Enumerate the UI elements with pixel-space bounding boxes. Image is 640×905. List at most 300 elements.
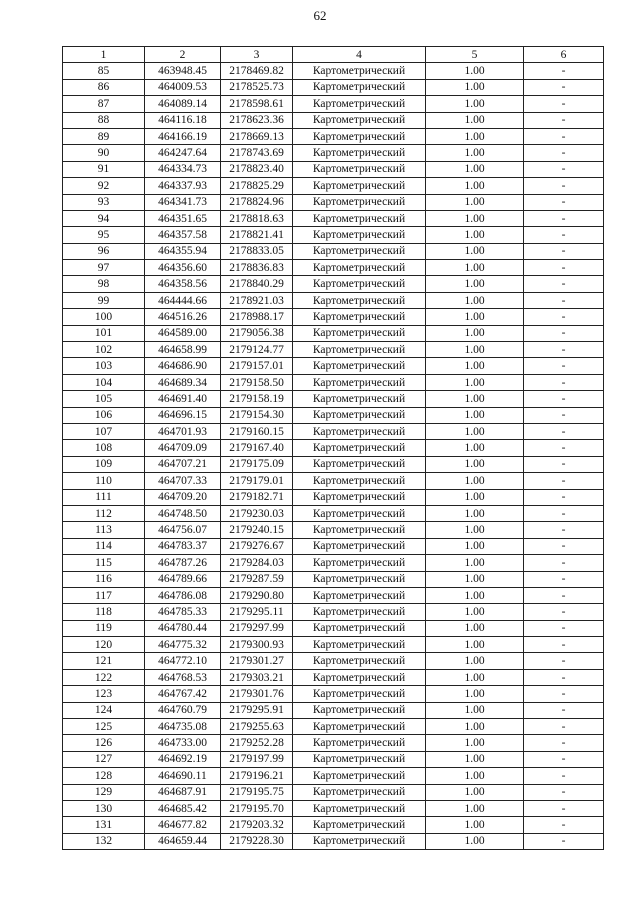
table-row (63, 587, 604, 603)
x-coordinate-cell: 464686.90 (145, 358, 221, 374)
y-coordinate-cell: 2178988.17 (221, 309, 293, 325)
table-row (63, 653, 604, 669)
method-cell: Картометрический (293, 702, 426, 718)
y-coordinate-cell: 2179301.27 (221, 653, 293, 669)
note-cell: - (524, 292, 604, 308)
accuracy-cell: 1.00 (426, 374, 524, 390)
accuracy-cell: 1.00 (426, 63, 524, 79)
table-row (63, 309, 604, 325)
point-number-cell: 109 (63, 456, 145, 472)
method-cell: Картометрический (293, 505, 426, 521)
y-coordinate-cell: 2179303.21 (221, 669, 293, 685)
y-coordinate-cell: 2179154.30 (221, 407, 293, 423)
method-cell: Картометрический (293, 79, 426, 95)
accuracy-cell: 1.00 (426, 538, 524, 554)
x-coordinate-cell: 464691.40 (145, 391, 221, 407)
note-cell: - (524, 145, 604, 161)
column-header-6: 6 (524, 47, 604, 63)
method-cell: Картометрический (293, 833, 426, 849)
method-cell: Картометрический (293, 260, 426, 276)
note-cell: - (524, 768, 604, 784)
y-coordinate-cell: 2179157.01 (221, 358, 293, 374)
note-cell: - (524, 112, 604, 128)
note-cell: - (524, 194, 604, 210)
column-header-1: 1 (63, 47, 145, 63)
point-number-cell: 92 (63, 178, 145, 194)
y-coordinate-cell: 2179056.38 (221, 325, 293, 341)
point-number-cell: 96 (63, 243, 145, 259)
note-cell: - (524, 210, 604, 226)
accuracy-cell: 1.00 (426, 604, 524, 620)
table-row (63, 63, 604, 79)
table-row (63, 735, 604, 751)
accuracy-cell: 1.00 (426, 145, 524, 161)
point-number-cell: 89 (63, 128, 145, 144)
y-coordinate-cell: 2178840.29 (221, 276, 293, 292)
method-cell: Картометрический (293, 407, 426, 423)
y-coordinate-cell: 2179195.70 (221, 800, 293, 816)
table-row (63, 407, 604, 423)
x-coordinate-cell: 464356.60 (145, 260, 221, 276)
x-coordinate-cell: 464735.08 (145, 719, 221, 735)
x-coordinate-cell: 464692.19 (145, 751, 221, 767)
accuracy-cell: 1.00 (426, 456, 524, 472)
method-cell: Картометрический (293, 800, 426, 816)
point-number-cell: 100 (63, 309, 145, 325)
note-cell: - (524, 276, 604, 292)
x-coordinate-cell: 464589.00 (145, 325, 221, 341)
table-row (63, 784, 604, 800)
method-cell: Картометрический (293, 751, 426, 767)
x-coordinate-cell: 464709.09 (145, 440, 221, 456)
table-row (63, 440, 604, 456)
note-cell: - (524, 587, 604, 603)
accuracy-cell: 1.00 (426, 522, 524, 538)
coordinates-table (62, 46, 604, 850)
accuracy-cell: 1.00 (426, 702, 524, 718)
y-coordinate-cell: 2179240.15 (221, 522, 293, 538)
point-number-cell: 108 (63, 440, 145, 456)
y-coordinate-cell: 2179195.75 (221, 784, 293, 800)
x-coordinate-cell: 464775.32 (145, 637, 221, 653)
note-cell: - (524, 309, 604, 325)
y-coordinate-cell: 2179300.93 (221, 637, 293, 653)
method-cell: Картометрический (293, 96, 426, 112)
table-row (63, 637, 604, 653)
x-coordinate-cell: 464701.93 (145, 423, 221, 439)
note-cell: - (524, 227, 604, 243)
table-row (63, 538, 604, 554)
point-number-cell: 123 (63, 686, 145, 702)
method-cell: Картометрический (293, 735, 426, 751)
note-cell: - (524, 620, 604, 636)
x-coordinate-cell: 464783.37 (145, 538, 221, 554)
point-number-cell: 104 (63, 374, 145, 390)
point-number-cell: 124 (63, 702, 145, 718)
y-coordinate-cell: 2178824.96 (221, 194, 293, 210)
note-cell: - (524, 423, 604, 439)
accuracy-cell: 1.00 (426, 358, 524, 374)
x-coordinate-cell: 464787.26 (145, 555, 221, 571)
accuracy-cell: 1.00 (426, 407, 524, 423)
table-row (63, 358, 604, 374)
point-number-cell: 86 (63, 79, 145, 95)
accuracy-cell: 1.00 (426, 178, 524, 194)
point-number-cell: 105 (63, 391, 145, 407)
y-coordinate-cell: 2179182.71 (221, 489, 293, 505)
y-coordinate-cell: 2179290.80 (221, 587, 293, 603)
note-cell: - (524, 391, 604, 407)
point-number-cell: 125 (63, 719, 145, 735)
point-number-cell: 122 (63, 669, 145, 685)
method-cell: Картометрический (293, 784, 426, 800)
table-row (63, 391, 604, 407)
x-coordinate-cell: 464444.66 (145, 292, 221, 308)
point-number-cell: 117 (63, 587, 145, 603)
y-coordinate-cell: 2179276.67 (221, 538, 293, 554)
note-cell: - (524, 161, 604, 177)
note-cell: - (524, 342, 604, 358)
table-row (63, 817, 604, 833)
point-number-cell: 97 (63, 260, 145, 276)
y-coordinate-cell: 2179255.63 (221, 719, 293, 735)
accuracy-cell: 1.00 (426, 79, 524, 95)
note-cell: - (524, 735, 604, 751)
y-coordinate-cell: 2178833.05 (221, 243, 293, 259)
accuracy-cell: 1.00 (426, 669, 524, 685)
method-cell: Картометрический (293, 128, 426, 144)
note-cell: - (524, 456, 604, 472)
page-number: 62 (313, 8, 327, 23)
accuracy-cell: 1.00 (426, 489, 524, 505)
table-row (63, 210, 604, 226)
point-number-cell: 88 (63, 112, 145, 128)
accuracy-cell: 1.00 (426, 260, 524, 276)
y-coordinate-cell: 2178825.29 (221, 178, 293, 194)
method-cell: Картометрический (293, 669, 426, 685)
method-cell: Картометрический (293, 145, 426, 161)
y-coordinate-cell: 2179203.32 (221, 817, 293, 833)
x-coordinate-cell: 464358.56 (145, 276, 221, 292)
method-cell: Картометрический (293, 555, 426, 571)
x-coordinate-cell: 464733.00 (145, 735, 221, 751)
x-coordinate-cell: 464334.73 (145, 161, 221, 177)
point-number-cell: 111 (63, 489, 145, 505)
method-cell: Картометрический (293, 653, 426, 669)
x-coordinate-cell: 464760.79 (145, 702, 221, 718)
x-coordinate-cell: 464707.33 (145, 473, 221, 489)
point-number-cell: 132 (63, 833, 145, 849)
x-coordinate-cell: 464166.19 (145, 128, 221, 144)
table-row (63, 686, 604, 702)
x-coordinate-cell: 464659.44 (145, 833, 221, 849)
table-row (63, 161, 604, 177)
table-row (63, 276, 604, 292)
table-row (63, 505, 604, 521)
accuracy-cell: 1.00 (426, 161, 524, 177)
method-cell: Картометрический (293, 292, 426, 308)
y-coordinate-cell: 2178921.03 (221, 292, 293, 308)
accuracy-cell: 1.00 (426, 325, 524, 341)
point-number-cell: 87 (63, 96, 145, 112)
x-coordinate-cell: 464687.91 (145, 784, 221, 800)
accuracy-cell: 1.00 (426, 128, 524, 144)
note-cell: - (524, 833, 604, 849)
x-coordinate-cell: 464748.50 (145, 505, 221, 521)
y-coordinate-cell: 2178836.83 (221, 260, 293, 276)
table-row (63, 833, 604, 849)
y-coordinate-cell: 2179228.30 (221, 833, 293, 849)
method-cell: Картометрический (293, 325, 426, 341)
table-body (63, 63, 604, 850)
y-coordinate-cell: 2179160.15 (221, 423, 293, 439)
x-coordinate-cell: 463948.45 (145, 63, 221, 79)
accuracy-cell: 1.00 (426, 243, 524, 259)
accuracy-cell: 1.00 (426, 440, 524, 456)
note-cell: - (524, 358, 604, 374)
accuracy-cell: 1.00 (426, 719, 524, 735)
table-row (63, 473, 604, 489)
table-row (63, 128, 604, 144)
method-cell: Картометрический (293, 227, 426, 243)
table-row (63, 555, 604, 571)
note-cell: - (524, 489, 604, 505)
accuracy-cell: 1.00 (426, 751, 524, 767)
table-row (63, 456, 604, 472)
y-coordinate-cell: 2178469.82 (221, 63, 293, 79)
method-cell: Картометрический (293, 719, 426, 735)
x-coordinate-cell: 464355.94 (145, 243, 221, 259)
accuracy-cell: 1.00 (426, 423, 524, 439)
method-cell: Картометрический (293, 587, 426, 603)
accuracy-cell: 1.00 (426, 112, 524, 128)
table-row (63, 423, 604, 439)
note-cell: - (524, 669, 604, 685)
note-cell: - (524, 128, 604, 144)
y-coordinate-cell: 2178823.40 (221, 161, 293, 177)
accuracy-cell: 1.00 (426, 194, 524, 210)
accuracy-cell: 1.00 (426, 555, 524, 571)
method-cell: Картометрический (293, 522, 426, 538)
accuracy-cell: 1.00 (426, 735, 524, 751)
note-cell: - (524, 653, 604, 669)
accuracy-cell: 1.00 (426, 833, 524, 849)
y-coordinate-cell: 2179297.99 (221, 620, 293, 636)
note-cell: - (524, 637, 604, 653)
header-row (63, 47, 604, 63)
x-coordinate-cell: 464351.65 (145, 210, 221, 226)
point-number-cell: 121 (63, 653, 145, 669)
point-number-cell: 95 (63, 227, 145, 243)
note-cell: - (524, 63, 604, 79)
point-number-cell: 129 (63, 784, 145, 800)
x-coordinate-cell: 464756.07 (145, 522, 221, 538)
point-number-cell: 131 (63, 817, 145, 833)
y-coordinate-cell: 2178821.41 (221, 227, 293, 243)
method-cell: Картометрический (293, 473, 426, 489)
table-row (63, 178, 604, 194)
note-cell: - (524, 79, 604, 95)
method-cell: Картометрический (293, 112, 426, 128)
accuracy-cell: 1.00 (426, 276, 524, 292)
point-number-cell: 106 (63, 407, 145, 423)
note-cell: - (524, 505, 604, 521)
note-cell: - (524, 555, 604, 571)
point-number-cell: 130 (63, 800, 145, 816)
y-coordinate-cell: 2178623.36 (221, 112, 293, 128)
y-coordinate-cell: 2178743.69 (221, 145, 293, 161)
note-cell: - (524, 96, 604, 112)
y-coordinate-cell: 2178525.73 (221, 79, 293, 95)
point-number-cell: 103 (63, 358, 145, 374)
point-number-cell: 119 (63, 620, 145, 636)
method-cell: Картометрический (293, 342, 426, 358)
method-cell: Картометрический (293, 489, 426, 505)
x-coordinate-cell: 464786.08 (145, 587, 221, 603)
point-number-cell: 118 (63, 604, 145, 620)
point-number-cell: 90 (63, 145, 145, 161)
accuracy-cell: 1.00 (426, 505, 524, 521)
x-coordinate-cell: 464337.93 (145, 178, 221, 194)
x-coordinate-cell: 464768.53 (145, 669, 221, 685)
table-row (63, 800, 604, 816)
x-coordinate-cell: 464341.73 (145, 194, 221, 210)
column-header-2: 2 (145, 47, 221, 63)
x-coordinate-cell: 464685.42 (145, 800, 221, 816)
note-cell: - (524, 522, 604, 538)
point-number-cell: 110 (63, 473, 145, 489)
accuracy-cell: 1.00 (426, 800, 524, 816)
note-cell: - (524, 702, 604, 718)
column-header-5: 5 (426, 47, 524, 63)
note-cell: - (524, 719, 604, 735)
y-coordinate-cell: 2179295.11 (221, 604, 293, 620)
x-coordinate-cell: 464689.34 (145, 374, 221, 390)
table-row (63, 342, 604, 358)
table-row (63, 292, 604, 308)
accuracy-cell: 1.00 (426, 292, 524, 308)
method-cell: Картометрический (293, 391, 426, 407)
x-coordinate-cell: 464785.33 (145, 604, 221, 620)
accuracy-cell: 1.00 (426, 227, 524, 243)
table-row (63, 751, 604, 767)
method-cell: Картометрический (293, 210, 426, 226)
method-cell: Картометрический (293, 440, 426, 456)
y-coordinate-cell: 2179252.28 (221, 735, 293, 751)
table-row (63, 604, 604, 620)
x-coordinate-cell: 464658.99 (145, 342, 221, 358)
note-cell: - (524, 260, 604, 276)
method-cell: Картометрический (293, 178, 426, 194)
method-cell: Картометрический (293, 571, 426, 587)
y-coordinate-cell: 2179295.91 (221, 702, 293, 718)
point-number-cell: 91 (63, 161, 145, 177)
point-number-cell: 127 (63, 751, 145, 767)
note-cell: - (524, 751, 604, 767)
note-cell: - (524, 473, 604, 489)
method-cell: Картометрический (293, 538, 426, 554)
y-coordinate-cell: 2178669.13 (221, 128, 293, 144)
column-header-3: 3 (221, 47, 293, 63)
method-cell: Картометрический (293, 817, 426, 833)
method-cell: Картометрический (293, 637, 426, 653)
point-number-cell: 120 (63, 637, 145, 653)
y-coordinate-cell: 2178598.61 (221, 96, 293, 112)
accuracy-cell: 1.00 (426, 342, 524, 358)
note-cell: - (524, 243, 604, 259)
note-cell: - (524, 325, 604, 341)
table-row (63, 243, 604, 259)
point-number-cell: 85 (63, 63, 145, 79)
x-coordinate-cell: 464089.14 (145, 96, 221, 112)
accuracy-cell: 1.00 (426, 620, 524, 636)
table-row (63, 227, 604, 243)
point-number-cell: 126 (63, 735, 145, 751)
table-row (63, 79, 604, 95)
note-cell: - (524, 538, 604, 554)
point-number-cell: 114 (63, 538, 145, 554)
x-coordinate-cell: 464247.64 (145, 145, 221, 161)
y-coordinate-cell: 2179175.09 (221, 456, 293, 472)
table-row (63, 620, 604, 636)
point-number-cell: 102 (63, 342, 145, 358)
y-coordinate-cell: 2179167.40 (221, 440, 293, 456)
note-cell: - (524, 817, 604, 833)
y-coordinate-cell: 2179158.50 (221, 374, 293, 390)
column-header-4: 4 (293, 47, 426, 63)
table-row (63, 571, 604, 587)
x-coordinate-cell: 464009.53 (145, 79, 221, 95)
note-cell: - (524, 407, 604, 423)
x-coordinate-cell: 464780.44 (145, 620, 221, 636)
table-row (63, 374, 604, 390)
accuracy-cell: 1.00 (426, 587, 524, 603)
method-cell: Картометрический (293, 161, 426, 177)
point-number-cell: 112 (63, 505, 145, 521)
method-cell: Картометрический (293, 620, 426, 636)
x-coordinate-cell: 464789.66 (145, 571, 221, 587)
table-row (63, 194, 604, 210)
y-coordinate-cell: 2179197.99 (221, 751, 293, 767)
note-cell: - (524, 784, 604, 800)
table-row (63, 702, 604, 718)
accuracy-cell: 1.00 (426, 309, 524, 325)
x-coordinate-cell: 464357.58 (145, 227, 221, 243)
y-coordinate-cell: 2179284.03 (221, 555, 293, 571)
note-cell: - (524, 440, 604, 456)
method-cell: Картометрический (293, 374, 426, 390)
method-cell: Картометрический (293, 276, 426, 292)
y-coordinate-cell: 2179179.01 (221, 473, 293, 489)
table-row (63, 522, 604, 538)
point-number-cell: 116 (63, 571, 145, 587)
note-cell: - (524, 571, 604, 587)
x-coordinate-cell: 464709.20 (145, 489, 221, 505)
x-coordinate-cell: 464116.18 (145, 112, 221, 128)
point-number-cell: 107 (63, 423, 145, 439)
method-cell: Картометрический (293, 309, 426, 325)
y-coordinate-cell: 2179301.76 (221, 686, 293, 702)
note-cell: - (524, 800, 604, 816)
note-cell: - (524, 686, 604, 702)
note-cell: - (524, 604, 604, 620)
method-cell: Картометрический (293, 686, 426, 702)
accuracy-cell: 1.00 (426, 473, 524, 489)
method-cell: Картометрический (293, 423, 426, 439)
point-number-cell: 115 (63, 555, 145, 571)
table-row (63, 325, 604, 341)
accuracy-cell: 1.00 (426, 784, 524, 800)
